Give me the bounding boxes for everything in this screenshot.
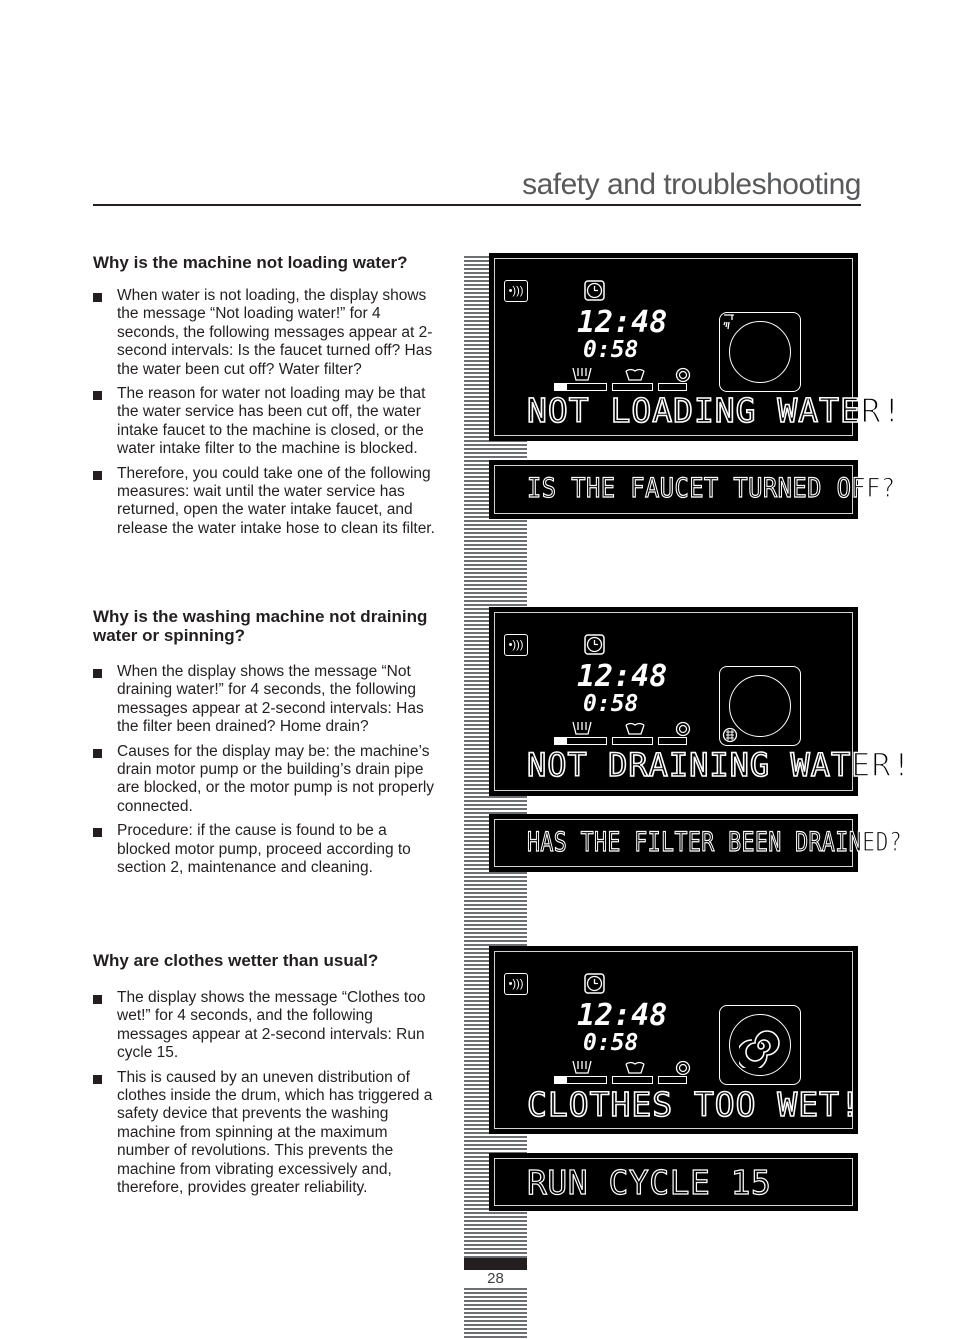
lcd-display-not-draining-water — [489, 607, 913, 796]
page-header-title: safety and troubleshooting — [522, 168, 861, 201]
list-item — [93, 663, 438, 737]
list-item — [93, 989, 438, 1063]
drum-icon — [719, 666, 801, 746]
list-item-text: When water is not loading, the display shows the message “Not loading water!” for 4 seconds, the following messages appear at 2-second intervals: Is the faucet turned off? Has the water been cut off? Water filter? — [117, 287, 433, 378]
lcd-followup-message: HAS THE FILTER BEEN DRAINED? — [527, 827, 903, 858]
drum-icon — [719, 1005, 801, 1085]
lcd-main-message: NOT LOADING WATER! — [527, 391, 903, 430]
signal-icon: •))) — [504, 973, 528, 995]
bullet-list-not-draining-water — [93, 663, 438, 883]
signal-icon: •))) — [504, 280, 528, 302]
lcd-followup-display — [489, 814, 903, 872]
bullet-square-icon — [93, 749, 102, 758]
clock-icon — [584, 634, 605, 655]
bullet-list-not-loading-water — [93, 287, 438, 544]
list-item — [93, 385, 438, 459]
lcd-main-message: CLOTHES TOO WET! — [527, 1085, 861, 1124]
list-item-text: This is caused by an uneven distribution of clothes inside the drum, which has triggered a safety device that prevents the washing machine from spinning at the maximum number of revolutions. This prevents the machine from vibrating excessively and, therefore, provides greater reliability. — [117, 1068, 433, 1197]
page-number-bar — [464, 1258, 527, 1270]
spiral-icon — [739, 1024, 783, 1068]
list-item-text: The display shows the message “Clothes too wet!” for 4 seconds, and the following messages appear at 2-second intervals: Run cycle 15. — [117, 989, 426, 1062]
list-item — [93, 465, 438, 539]
remaining-time: 0:58 — [583, 691, 639, 717]
list-item-text: Procedure: if the cause is found to be a blocked motor pump, proceed according to section 2, maintenance and cleaning. — [117, 822, 411, 877]
wash-phase-icons — [571, 1058, 691, 1076]
section-heading-not-draining-water: Why is the washing machine not draining water or spinning? — [93, 607, 428, 645]
bullet-list-clothes-wetter — [93, 989, 438, 1203]
lcd-followup-message: IS THE FAUCET TURNED OFF? — [527, 473, 896, 504]
lcd-followup-display — [489, 1153, 858, 1211]
list-item — [93, 822, 438, 877]
bullet-square-icon — [93, 1075, 102, 1084]
clock-icon — [584, 280, 605, 301]
bullet-square-icon — [93, 391, 102, 400]
bullet-square-icon — [93, 669, 102, 678]
section-heading-clothes-wetter: Why are clothes wetter than usual? — [93, 951, 379, 970]
clock-time: 12:48 — [577, 305, 668, 340]
lcd-followup-display — [489, 460, 896, 519]
header-rule — [93, 204, 861, 206]
drain-icon — [721, 726, 739, 744]
bullet-square-icon — [93, 293, 102, 302]
lcd-display-clothes-too-wet — [489, 946, 861, 1134]
drum-icon — [719, 312, 801, 392]
remaining-time: 0:58 — [583, 337, 639, 363]
lcd-main-message: NOT DRAINING WATER! — [527, 746, 913, 784]
remaining-time: 0:58 — [583, 1030, 639, 1056]
wash-phase-icons — [571, 365, 691, 383]
list-item — [93, 743, 438, 817]
list-item-text: Causes for the display may be: the machine’s drain motor pump or the building’s drain pipe are blocked, or the motor pump is not properly connected. — [117, 742, 435, 815]
page-number: 28 — [464, 1270, 527, 1288]
faucet-icon — [722, 313, 738, 335]
list-item — [93, 1069, 438, 1198]
lcd-display-not-loading-water — [489, 253, 903, 441]
section-heading-not-loading-water: Why is the machine not loading water? — [93, 253, 408, 272]
bullet-square-icon — [93, 471, 102, 480]
clock-icon — [584, 973, 605, 994]
clock-time: 12:48 — [577, 659, 668, 694]
wash-phase-icons — [571, 719, 691, 737]
lcd-followup-message: RUN CYCLE 15 — [527, 1163, 772, 1202]
bullet-square-icon — [93, 828, 102, 837]
clock-time: 12:48 — [577, 998, 668, 1033]
list-item — [93, 287, 438, 379]
bullet-square-icon — [93, 995, 102, 1004]
list-item-text: Therefore, you could take one of the following measures: wait until the water service has returned, open the water intake faucet, and release the water intake hose to clean its filter. — [117, 464, 435, 537]
list-item-text: When the display shows the message “Not draining water!” for 4 seconds, the following messages appear at 2-second intervals: Has the filter been drained? Home drain? — [117, 663, 424, 736]
signal-icon: •))) — [504, 634, 528, 656]
list-item-text: The reason for water not loading may be that the water service has been cut off, the water intake faucet to the machine is closed, or the water intake filter to the machine is blocked. — [117, 385, 426, 458]
